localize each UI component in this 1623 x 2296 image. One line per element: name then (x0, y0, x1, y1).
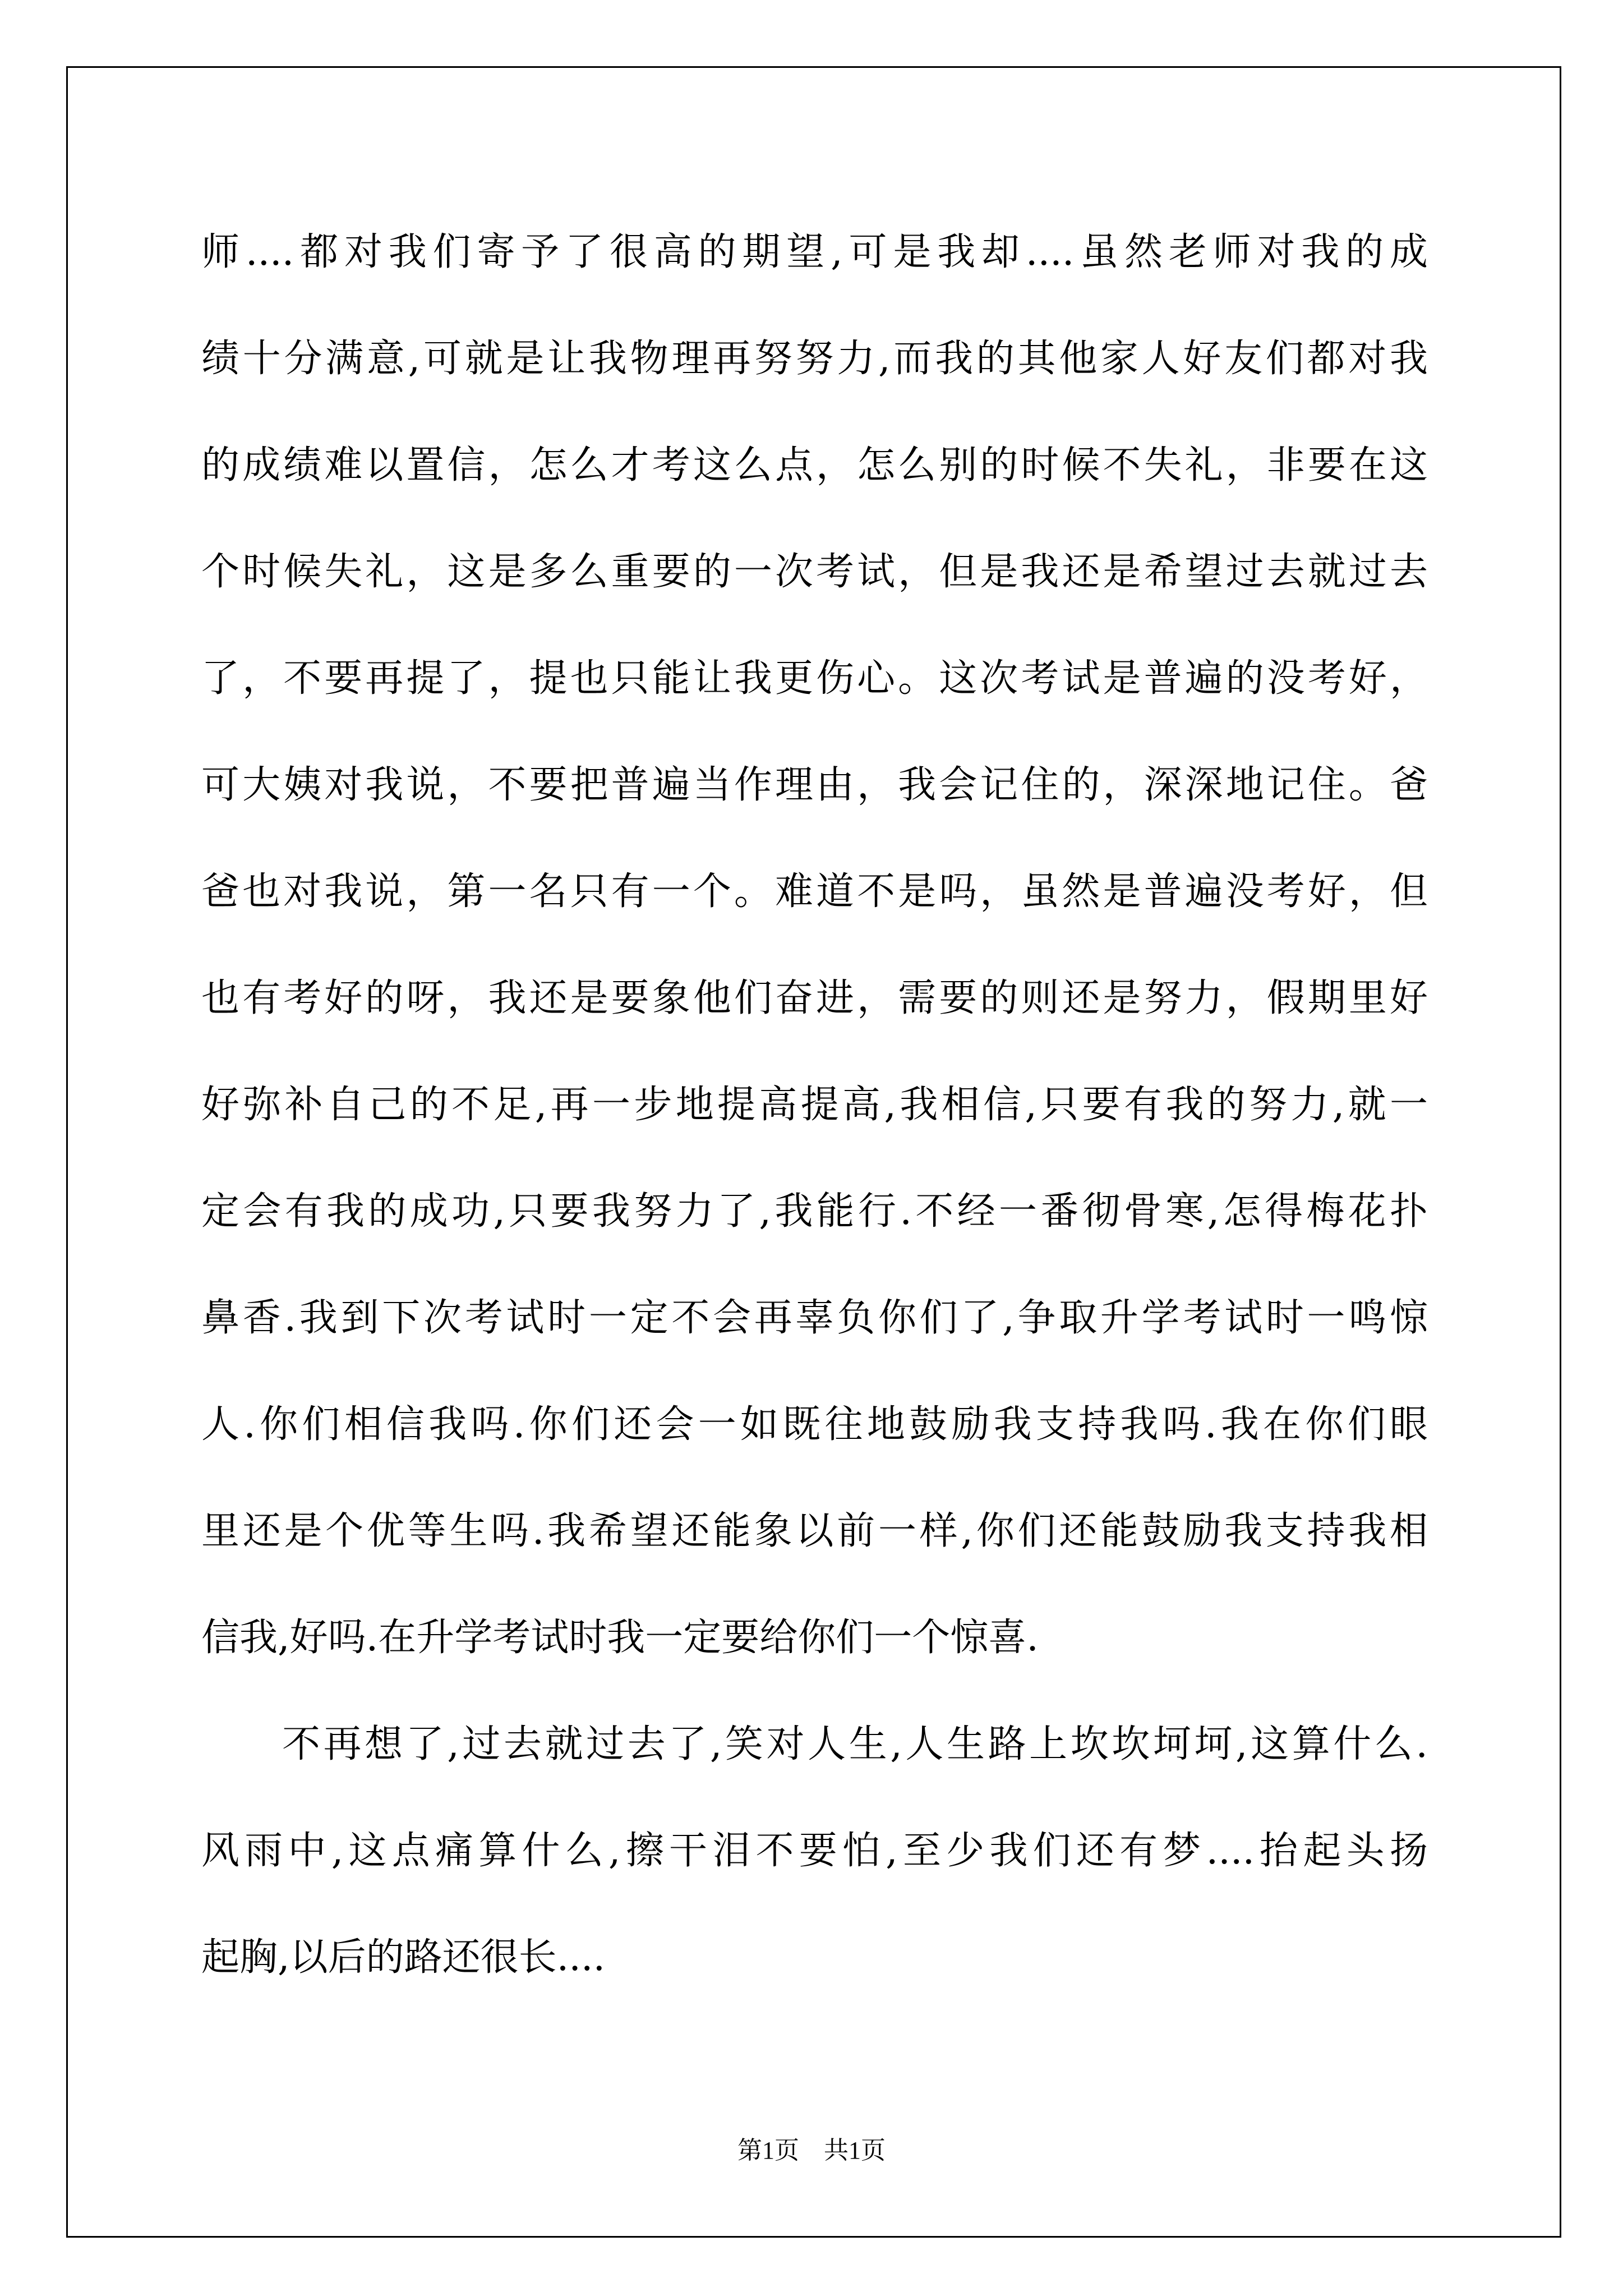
paragraph (201, 199, 1428, 1691)
text-line: 绩十分满意,可就是让我物理再努努力,而我的其他家人好友们都对我 (201, 337, 1428, 381)
text-line: 鼻香.我到下次考试时一定不会再辜负你们了,争取升学考试时一鸣惊 (201, 1296, 1428, 1340)
text-line: 人.你们相信我吗.你们还会一如既往地鼓励我支持我吗.我在你们眼 (201, 1402, 1428, 1447)
text-line: 的成绩难以置信，怎么才考这么点，怎么别的时候不失礼，非要在这 (201, 443, 1428, 487)
text-line: 风雨中,这点痛算什么,擦干泪不要怕,至少我们还有梦....抬起头扬 (201, 1829, 1428, 1873)
text-line: 不再想了,过去就过去了,笑对人生,人生路上坎坎坷坷,这算什么. (282, 1722, 1428, 1766)
page-number-footer: 第1页 共1页 (737, 2137, 886, 2164)
text-line: 可大姨对我说，不要把普遍当作理由，我会记住的，深深地记住。爸 (201, 763, 1428, 807)
text-line: 爸也对我说，第一名只有一个。难道不是吗，虽然是普遍没考好，但 (201, 869, 1428, 914)
text-line: 起胸,以后的路还很长.... (201, 1935, 606, 1980)
text-line: 信我,好吗.在升学考试时我一定要给你们一个惊喜. (201, 1616, 1039, 1660)
text-line: 定会有我的成功,只要我努力了,我能行.不经一番彻骨寒,怎得梅花扑 (201, 1189, 1428, 1234)
paragraph (201, 1691, 1428, 2011)
text-line: 师....都对我们寄予了很高的期望,可是我却....虽然老师对我的成 (201, 230, 1428, 274)
text-line: 也有考好的呀，我还是要象他们奋进，需要的则还是努力，假期里好 (201, 976, 1428, 1020)
text-line: 了，不要再提了，提也只能让我更伤心。这次考试是普遍的没考好， (201, 656, 1428, 701)
text-line: 个时候失礼，这是多么重要的一次考试，但是我还是希望过去就过去 (201, 550, 1428, 594)
document-body (201, 199, 1428, 2011)
text-line: 里还是个优等生吗.我希望还能象以前一样,你们还能鼓励我支持我相 (201, 1509, 1428, 1553)
text-line: 好弥补自己的不足,再一步地提高提高,我相信,只要有我的努力,就一 (201, 1083, 1428, 1127)
